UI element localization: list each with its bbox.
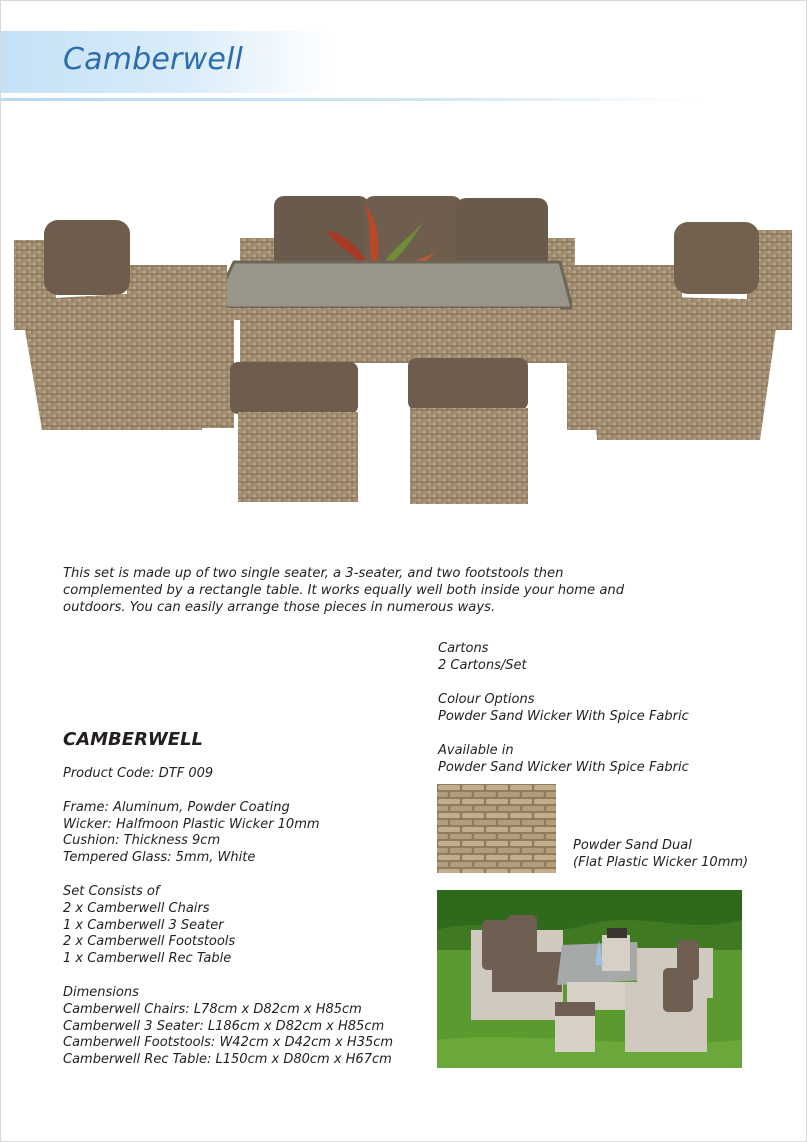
footstool-right	[408, 358, 528, 504]
garden-setting-photo	[437, 890, 742, 1068]
cartons-block	[438, 640, 768, 674]
wicker-swatch-image	[437, 784, 556, 873]
dimensions-heading: Dimensions	[63, 984, 139, 1000]
product-code: Product Code: DTF 009	[63, 766, 214, 781]
swatch-caption-line-1: Powder Sand Dual	[573, 838, 692, 853]
spec-title: CAMBERWELL	[63, 729, 204, 750]
material-wicker: Wicker: Halfmoon Plastic Wicker 10mm	[63, 816, 320, 832]
header-divider	[1, 98, 701, 101]
colour-options-value: Powder Sand Wicker With Spice Fabric	[438, 709, 689, 724]
available-in-value: Powder Sand Wicker With Spice Fabric	[438, 760, 689, 775]
cartons-label: Cartons	[438, 641, 489, 656]
hero-furniture-image	[12, 190, 796, 510]
set-item: 2 x Camberwell Chairs	[63, 900, 210, 916]
dimension-item: Camberwell 3 Seater: L186cm x D82cm x H85cm	[63, 1018, 385, 1034]
footstool-left	[230, 362, 358, 502]
material-cushion: Cushion: Thickness 9cm	[63, 833, 221, 849]
armchair-right	[567, 222, 792, 440]
right-column	[438, 640, 768, 793]
product-description: This set is made up of two single seater, a 3-seater, and two footstools then complemented by a rectangle table. It works equally well both inside your home and outdoors. You can easily arrange those pieces in numerous ways.	[63, 566, 625, 615]
set-item: 1 x Camberwell Rec Table	[63, 951, 232, 967]
armchair-left	[14, 220, 234, 430]
available-in-block	[438, 742, 768, 776]
dimension-item: Camberwell Footstools: W42cm x D42cm x H35cm	[63, 1035, 394, 1051]
swatch-caption-line-2: (Flat Plastic Wicker 10mm)	[573, 855, 749, 870]
set-item: 2 x Camberwell Footstools	[63, 934, 236, 950]
cartons-value: 2 Cartons/Set	[438, 658, 527, 673]
dimension-item: Camberwell Rec Table: L150cm x D80cm x H67cm	[63, 1052, 392, 1068]
specifications	[63, 766, 393, 1069]
colour-options-label: Colour Options	[438, 692, 535, 707]
colour-options-block	[438, 691, 768, 725]
material-frame: Frame: Aluminum, Powder Coating	[63, 799, 290, 815]
swatch-caption	[573, 837, 748, 871]
page-title: Camberwell	[63, 42, 244, 77]
set-item: 1 x Camberwell 3 Seater	[63, 917, 224, 933]
material-glass: Tempered Glass: 5mm, White	[63, 850, 256, 866]
set-heading: Set Consists of	[63, 883, 160, 899]
dimension-item: Camberwell Chairs: L78cm x D82cm x H85cm	[63, 1001, 362, 1017]
available-in-label: Available in	[438, 743, 514, 758]
